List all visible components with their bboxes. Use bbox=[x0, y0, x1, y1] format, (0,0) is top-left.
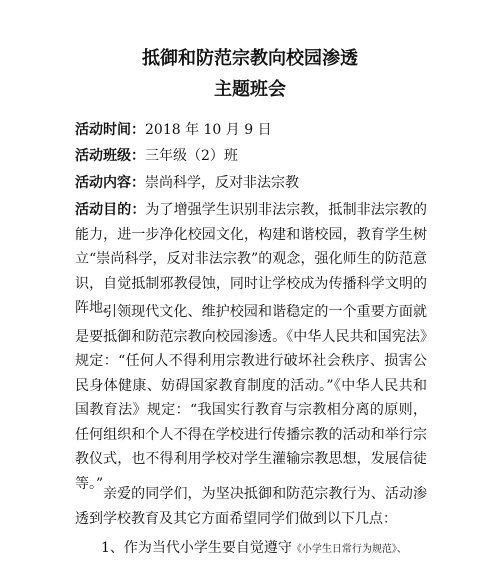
field-value: 三年级（2）班 bbox=[145, 148, 238, 164]
list-item-text: 1、作为当代小学生要自觉遵守 bbox=[101, 540, 292, 556]
field-activity-class bbox=[75, 146, 238, 166]
field-activity-content bbox=[75, 173, 299, 193]
paragraph-request: 亲爱的同学们，为坚决抵御和防范宗教行为、活动渗透到学校教育及其它方面希望同学们做到以下几点： bbox=[75, 486, 427, 527]
field-label: 活动内容： bbox=[75, 175, 145, 191]
document-title: 抵御和防范宗教向校园渗透 bbox=[142, 48, 358, 69]
field-value: 崇尚科学，反对非法宗教 bbox=[145, 175, 299, 191]
field-label: 活动时间： bbox=[75, 122, 145, 138]
field-label: 活动目的： bbox=[75, 202, 146, 218]
document-subtitle: 主题班会 bbox=[214, 79, 286, 100]
list-item-reference: 《小学生日常行为规范》、 bbox=[291, 544, 407, 555]
list-item-1 bbox=[101, 537, 407, 557]
field-activity-time bbox=[75, 120, 272, 140]
field-value: 为了增强学生识别非法宗教，抵制非法宗教的能力，进一步净化校园文化，构建和谐校园，教育学生树立“崇尚科学，反对非法宗教”的观念，强化师生的防范意识，自觉抵制邪教侵蚀，同时让学校成为传播科学文明的阵地。 bbox=[75, 202, 428, 316]
field-label: 活动班级： bbox=[75, 148, 145, 164]
paragraph-intro: 引领现代文化、维护校园和谐稳定的一个重要方面就是要抵御和防范宗教向校园渗透。《中华人民共和国宪法》规定：“任何人不得利用宗教进行破坏社会秩序、损害公民身体健康、妨碍国家教育制度的活动。”《中华人民共和国教育法》规定：“我国实行教育与宗教相分离的原则，任何组织和个人不得在学校进行传播宗教的活动和举行宗教仪式，也不得利用学校对学生灌输宗教思想，发展信徒等。” bbox=[75, 304, 427, 492]
field-value: 2018 年 10 月 9 日 bbox=[145, 122, 272, 138]
